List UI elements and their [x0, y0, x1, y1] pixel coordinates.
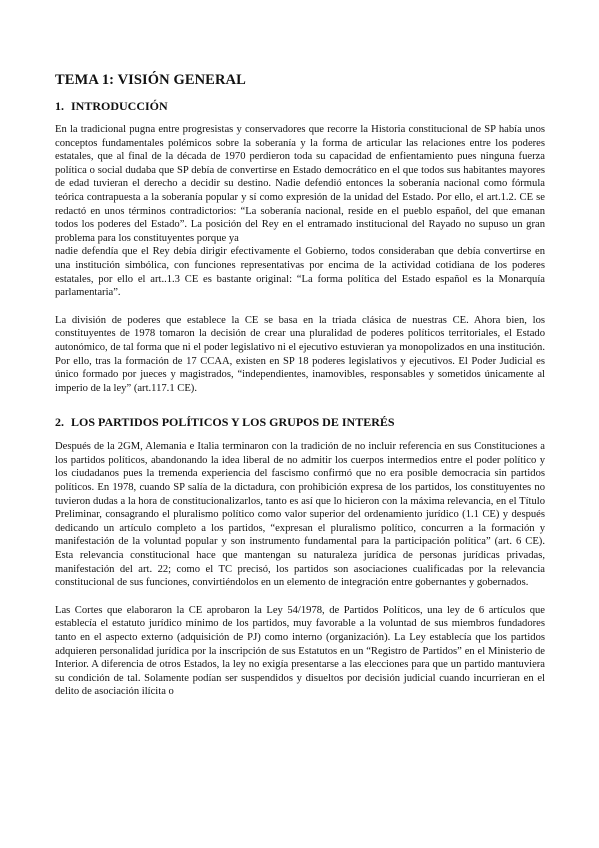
- paragraph: nadie defendía que el Rey debía dirigir efectivamente el Gobierno, todos consideraban que debía convertirse en una institución simbólica, con funciones representativas por encima de la actividad cotidiana de los poderes estatales, por ello el art..1.3 CE es bastante original: “La forma política del Estado español es la Monarquía parlamentaria”.: [55, 246, 545, 299]
- paragraph: En la tradicional pugna entre progresistas y conservadores que recorre la Historia constitucional de SP había unos conceptos fundamentales polémicos sobre la soberanía y la forma de articular las relaciones entre los poderes estatales, que al final de la década de 1970 perdieron toda su capacidad de enfientamiento pues ninguna fuerza política o social dudaba que SP debía de convertirse en Estado democrático en el que todos sus habitantes mayores de edad tuvieran el derecho a decidir su destino. Nadie defendió entonces la soberanía nacional como fórmula teórica contrapuesta a la soberanía popular y sí como expresión de la unidad del Estado. Por ello, el art.1.2. CE se redactó en unos términos contradictorios: “La soberanía nacional, reside en el pueblo español, del que emanan todos los poderes del Estado”. La posición del Rey en el entramado institucional del Rayado no supuso un gran problema para los constituyentes porque ya: [55, 124, 545, 244]
- document-page: [55, 72, 545, 699]
- section-number: 2.: [55, 415, 64, 430]
- paragraph: Las Cortes que elaboraron la CE aprobaron la Ley 54/1978, de Partidos Políticos, una ley de 6 artículos que establecía el estatuto jurídico mínimo de los partidos, muy favorable a la voluntad de sus miembros fundadores tanto en el aspecto externo (adquisición de PJ) como interno (organización). La Ley establecía que los partidos adquieren personalidad jurídica por la inscripción de sus Estatutos en un “Registro de Partidos” en el Ministerio de Interior. A diferencia de otros Estados, la ley no exigía presentarse a las elecciones para que un partido mantuviera su condición de tal. Solamente podían ser suspendidos y disueltos por decisión judicial cuando incurrieran en el delito de asociación ilícita o: [55, 604, 545, 698]
- document-title: TEMA 1: VISIÓN GENERAL: [55, 72, 246, 88]
- section-title: INTRODUCCIÓN: [71, 99, 168, 113]
- section-introduccion: [55, 99, 545, 395]
- paragraph: La división de poderes que establece la CE se basa en la triada clásica de nuestras CE. Ahora bien, los constituyentes de 1978 tomaron la decisión de crear una pluralidad de poderes políticos territoriales, el Estado autonómico, de tal forma que ni el poder legislativo ni el ejecutivo estuvieran ya monopolizados en una institución. Por ello, tras la formación de 17 CCAA, existen en SP 18 poderes legislativos y ejecutivos. El Poder Judicial es único formado por jueces y magistrados, “independientes, inamovibles, responsables y sometidos únicamente al imperio de la ley” (art.117.1 CE).: [55, 314, 545, 394]
- section-partidos-politicos: [55, 415, 545, 699]
- section-heading: [55, 415, 545, 430]
- section-title: LOS PARTIDOS POLÍTICOS Y LOS GRUPOS DE INTERÉS: [71, 415, 395, 430]
- paragraph: Después de la 2GM, Alemania e Italia terminaron con la tradición de no incluir referencia en sus Constituciones a los partidos políticos, abandonando la idea liberal de no admitir los cuerpos intermedios entre el poder político y los ciudadanos pues la tremenda experiencia del fascismo confirmó que no era posible democracia sin partidos políticos. En 1978, cuando SP salía de la dictadura, con prohibición expresa de los partidos, los constituyentes no tuvieron dudas a la hora de constitucionalizarlos, tanto es así que lo hicieron con la máxima relevancia, en el Título Preliminar, consagrando el pluralismo político como valor superior del ordenamiento jurídico (1.1 CE) y después dedicando un artículo completo a los partidos, “expresan el pluralismo político, concurren a la formación y manifestación de la voluntad popular y son instrumento fundamental para la participación política” (art. 6 CE). Esta relevancia constitucional hace que mantengan su naturaleza jurídica de personas jurídicas privadas, manifestación del art. 22; como el TC precisó, los partidos son asociaciones cualificadas por la relevancia constitucional de sus funciones, convirtiéndolos en un elemento de integración entre gobernantes y gobernados.: [55, 441, 545, 589]
- section-heading: [55, 99, 545, 114]
- section-number: 1.: [55, 99, 64, 113]
